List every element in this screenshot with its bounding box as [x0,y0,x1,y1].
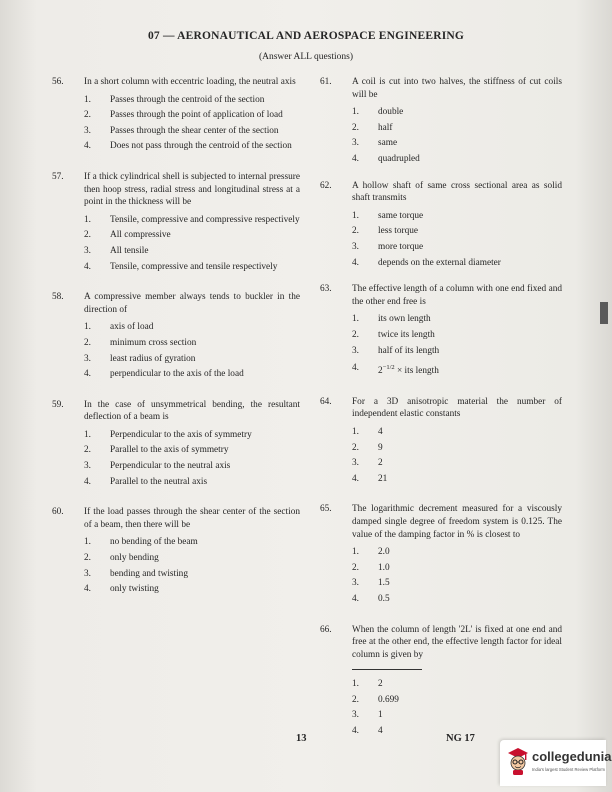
option [84,94,300,107]
option-text [378,366,439,376]
question-text: When the column of length '2L' is fixed at one end and free at the other end, the effective length factor for ideal column is given by [352,624,562,660]
question-number: 65. [320,504,332,515]
question [52,291,300,381]
option-text: Tensile, compressive and compressive respectively [110,214,300,225]
option-number: 3. [84,125,91,136]
option-number: 1. [352,314,359,325]
option-text: All tensile [110,245,149,256]
option-number: 2. [84,337,91,348]
option-text: 1.5 [378,578,390,589]
option [84,261,300,274]
option-text: 4 [378,426,383,437]
option-list [352,678,562,737]
option-number: 3. [352,241,359,252]
option-text: only twisting [110,584,159,595]
option-number: 4. [352,593,359,604]
option [352,546,562,559]
formula-base: 2 [378,366,383,377]
option-number: 1. [84,94,91,105]
option [84,125,300,138]
option [84,476,300,489]
option [84,321,300,334]
option-list [84,429,300,488]
option-text: 0.5 [378,593,390,604]
option [352,577,562,590]
question-text: The effective length of a column with one end fixed and the other end free is [352,284,562,307]
option-text: Perpendicular to the neutral axis [110,461,231,472]
collegedunia-watermark [500,740,612,786]
option-number: 1. [352,107,359,118]
option-number: 3. [84,245,91,256]
option-number: 1. [352,426,359,437]
option-number: 2. [352,329,359,340]
answer-blank [352,663,422,670]
question [52,76,300,153]
left-column [52,76,300,610]
option [84,460,300,473]
question [320,503,562,605]
option-text: quadrupled [378,153,420,164]
option-text: Parallel to the neutral axis [110,476,208,487]
option-text: more torque [378,241,424,252]
option-number: 2. [84,445,91,456]
option-text: same [378,138,398,149]
option-list [352,106,562,165]
option-text: 2 [378,679,383,690]
option-number: 3. [352,345,359,356]
question-number: 64. [320,396,332,407]
option-number: 4. [84,261,91,272]
question-text: If the load passes through the shear center of the section of a beam, then there will be [84,507,300,530]
option-number: 2. [352,562,359,573]
right-column [320,76,562,752]
option [352,709,562,722]
question [52,506,300,596]
option [352,426,562,439]
option-text: depends on the external diameter [378,257,501,268]
option-text: Tensile, compressive and tensile respectively [110,261,278,272]
option-number: 3. [352,138,359,149]
question-number: 61. [320,77,332,87]
option [352,562,562,575]
option-list [352,546,562,605]
option [352,210,562,223]
option-text: 1 [378,710,383,721]
option-number: 4. [352,473,359,484]
option-number: 3. [84,353,91,364]
question-number: 63. [320,284,332,295]
option-text: 2 [378,458,383,469]
question-text: A hollow shaft of same cross sectional area as solid shaft transmits [352,180,562,204]
question-number: 56. [52,77,64,87]
option-number: 2. [352,226,359,237]
option-text: 0.699 [378,694,399,705]
option-number: 4. [352,153,359,164]
option [352,457,562,470]
question-text: If a thick cylindrical shell is subjected to internal pressure then hoop stress, radial stress and longitudinal stress at a point in the thickness will be [84,171,300,208]
option-text: no bending of the beam [110,537,198,548]
option [352,473,562,486]
paper-title: 07 — AERONAUTICAL AND AEROSPACE ENGINEERING [147,30,465,42]
option-number: 1. [352,210,359,221]
option-text: 1.0 [378,562,390,573]
option-list [84,94,300,153]
option-text: 9 [378,442,383,453]
option-number: 1. [352,547,359,558]
option [84,368,300,381]
option-number: 1. [84,429,91,440]
brand-name: collegedunia [532,749,612,764]
question [320,396,562,486]
option-text: double [378,107,404,118]
option [352,313,562,326]
option-text: same torque [378,210,424,221]
option-number: 4. [84,141,91,152]
formula-exponent: −1/2 [382,364,395,372]
option [84,337,300,350]
option-number: 4. [84,584,91,595]
option [352,106,562,119]
option [84,109,300,122]
option-number: 2. [352,694,359,705]
option-number: 2. [84,110,91,121]
question-number: 59. [52,399,64,410]
brand-tagline: India's largest Student Review Platform [532,767,605,772]
option-number: 4. [352,726,359,737]
question [320,76,562,166]
option-text: twice its length [378,329,435,340]
paper-code: NG 17 [446,733,475,744]
question-number: 58. [52,292,64,303]
option-number: 4. [84,369,91,380]
graduate-mascot-icon [506,746,530,776]
option-text: All compressive [110,230,171,241]
option [352,241,562,254]
option-number: 2. [352,122,359,133]
question-text: A compressive member always tends to buckler in the direction of [84,292,300,315]
question-number: 57. [52,171,64,182]
option-text: Perpendicular to the axis of symmetry [110,429,252,440]
page-number: 13 [296,733,307,744]
option-text: half [378,122,393,133]
option [84,552,300,565]
question [320,624,562,738]
question-text: A coil is cut into two halves, the stiffness of cut coils will be [352,77,562,100]
option [352,593,562,606]
option [84,353,300,366]
option-text: axis of load [110,322,154,333]
question-text: For a 3D anisotropic material the number of independent elastic constants [352,396,562,420]
option-number: 3. [352,710,359,721]
formula-rest: × its length [396,366,439,377]
option [352,442,562,455]
option-text: its own length [378,314,431,325]
option-number: 2. [84,230,91,241]
option-text: Parallel to the axis of symmetry [110,445,229,456]
option-number: 1. [84,214,91,225]
option-number: 3. [84,461,91,472]
option-list [352,313,562,377]
option-text: Does not pass through the centroid of the section [110,141,292,152]
option [352,362,562,378]
option-number: 4. [84,476,91,487]
option-list [84,321,300,380]
page-edge-marker [600,302,608,324]
option [352,225,562,238]
option [352,137,562,150]
paper-instruction: (Answer ALL questions) [258,52,354,62]
question [52,171,300,273]
option-number: 1. [84,322,91,333]
option [84,583,300,596]
option [84,140,300,153]
option-number: 4. [352,257,359,268]
option-text: 21 [378,473,388,484]
option [84,429,300,442]
option-text: Passes through the point of application of load [110,110,283,121]
question-text: The logarithmic decrement measured for a viscously damped single degree of freedom system is 0.125. The value of the damping factor in % is closest to [352,504,562,540]
question-number: 66. [320,624,332,635]
option-text: half of its length [378,345,440,356]
option-number: 2. [352,442,359,453]
option-text: Passes through the centroid of the section [110,94,265,105]
question [320,283,562,378]
option-text: perpendicular to the axis of the load [110,369,244,380]
option-text: 2.0 [378,547,390,558]
option-number: 3. [352,578,359,589]
option [84,229,300,242]
option-number: 3. [352,458,359,469]
option-text: less torque [378,226,419,237]
option-text: 4 [378,726,383,737]
option-text: bending and twisting [110,568,188,579]
option-text: minimum cross section [110,337,197,348]
option-list [84,214,300,273]
option [352,329,562,342]
question-number: 62. [320,180,332,191]
option-list [352,210,562,269]
option [84,214,300,227]
question-text: In the case of unsymmetrical bending, the resultant deflection of a beam is [84,399,300,423]
option [84,536,300,549]
option [352,694,562,707]
option [352,345,562,358]
option-number: 1. [84,537,91,548]
option [84,444,300,457]
option-list [84,536,300,595]
option-number: 2. [84,553,91,564]
option-list [352,426,562,485]
option [352,122,562,135]
option-text: least radius of gyration [110,353,196,364]
option [84,568,300,581]
option [352,257,562,270]
option-number: 1. [352,679,359,690]
question-text: In a short column with eccentric loading, the neutral axis [84,77,296,87]
option-number: 4. [352,363,359,374]
option [352,678,562,691]
option [84,245,300,258]
question [320,180,562,270]
option-number: 3. [84,568,91,579]
question [52,399,300,489]
option [352,153,562,166]
option-text: only bending [110,553,159,564]
question-number: 60. [52,507,64,518]
option-text: Passes through the shear center of the section [110,125,279,136]
